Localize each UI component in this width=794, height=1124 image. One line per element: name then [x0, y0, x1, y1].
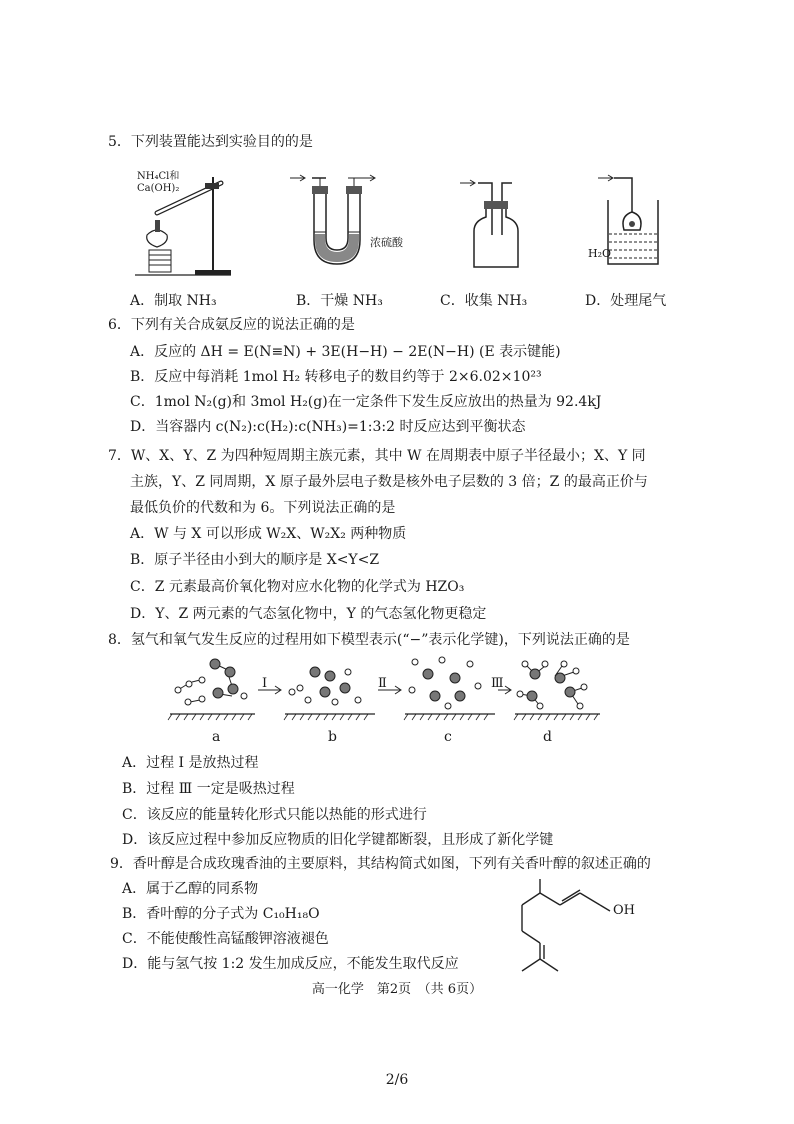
- q8-option-c: C．该反应的能量转化形式只能以热能的形式进行: [122, 807, 427, 823]
- q6-option-b: B．反应中每消耗 1mol H₂ 转移电子的数目约等于 2×6.02×10²³: [130, 369, 542, 385]
- q9-stem: 9．香叶醇是合成玫瑰香油的主要原料，其结构简式如图，下列有关香叶醇的叙述正确的: [110, 856, 651, 872]
- q6-option-a: A．反应的 ΔH = E(N≡N) + 3E(H−H) − 2E(N−H) (E 表示键能): [130, 344, 561, 360]
- page-number: 2/6: [385, 1072, 409, 1088]
- q8-panel-b: b: [328, 729, 337, 745]
- q5-reagent-label-1: NH₄Cl和: [137, 171, 180, 182]
- q8-panel-d: d: [543, 729, 552, 745]
- q8-step-2: Ⅱ: [378, 676, 387, 691]
- q9-option-b: B．香叶醇的分子式为 C₁₀H₁₈O: [122, 906, 320, 922]
- q5-acid-label: 浓硫酸: [370, 236, 403, 249]
- q5-reagent-label-2: Ca(OH)₂: [137, 183, 180, 194]
- q7-stem-line-3: 最低负价的代数和为 6。下列说法正确的是: [130, 500, 396, 516]
- q7-stem-line-1: 7．W、X、Y、Z 为四种短周期主族元素，其中 W 在周期表中原子半径最小；X、Y 同: [108, 448, 646, 464]
- q7-option-d: D．Y、Z 两元素的气态氢化物中，Y 的气态氢化物更稳定: [130, 606, 487, 622]
- q6-option-c: C．1mol N₂(g)和 3mol H₂(g)在一定条件下发生反应放出的热量为 92.4kJ: [130, 394, 602, 410]
- q5-figure-c-gas-bottle: [460, 175, 530, 275]
- q8-step-1: Ⅰ: [262, 676, 268, 691]
- q9-option-d: D．能与氢气按 1:2 发生加成反应，不能发生取代反应: [122, 956, 459, 972]
- q5-option-b: B．干燥 NH₃: [296, 293, 383, 309]
- q8-panel-c: c: [444, 729, 452, 745]
- q6-stem: 6．下列有关合成氨反应的说法正确的是: [108, 317, 355, 333]
- q8-option-b: B．过程 Ⅲ 一定是吸热过程: [122, 781, 295, 797]
- q5-figure-a-apparatus: [135, 165, 235, 280]
- q5-water-label: H₂O: [588, 247, 612, 260]
- q5-option-c: C．收集 NH₃: [440, 293, 528, 309]
- q8-option-d: D．该反应过程中参加反应物质的旧化学键都断裂，且形成了新化学键: [122, 832, 554, 848]
- q8-option-a: A．过程 Ⅰ 是放热过程: [122, 755, 259, 771]
- q7-option-c: C．Z 元素最高价氧化物对应水化物的化学式为 HZO₃: [130, 579, 465, 595]
- q7-option-b: B．原子半径由小到大的顺序是 X<Y<Z: [130, 552, 380, 568]
- q9-option-a: A．属于乙醇的同系物: [122, 881, 259, 897]
- q7-option-a: A．W 与 X 可以形成 W₂X、W₂X₂ 两种物质: [130, 526, 407, 542]
- q5-figure-b-u-tube: [290, 172, 380, 277]
- q6-option-d: D．当容器内 c(N₂):c(H₂):c(NH₃)=1:3:2 时反应达到平衡状态: [130, 419, 526, 435]
- q9-oh-label: OH: [613, 903, 635, 918]
- q7-stem-line-2: 主族，Y、Z 同周期，X 原子最外层电子数是核外电子层数的 3 倍；Z 的最高正价与: [130, 474, 648, 490]
- q5-figure-d-beaker: [590, 172, 670, 277]
- q9-option-c: C．不能使酸性高锰酸钾溶液褪色: [122, 931, 329, 947]
- q5-option-a: A．制取 NH₃: [130, 293, 217, 309]
- q8-panel-a: a: [212, 729, 221, 745]
- q9-geraniol-structure: [510, 875, 630, 980]
- q8-step-3: Ⅲ: [491, 676, 504, 691]
- q5-stem: 5．下列装置能达到实验目的的是: [108, 134, 313, 150]
- page-footer: 高一化学 第2页 （共 6页）: [311, 982, 483, 997]
- q5-option-d: D．处理尾气: [585, 293, 667, 309]
- q8-stem: 8．氢气和氧气发生反应的过程用如下模型表示(“−”表示化学键)，下列说法正确的是: [108, 632, 630, 648]
